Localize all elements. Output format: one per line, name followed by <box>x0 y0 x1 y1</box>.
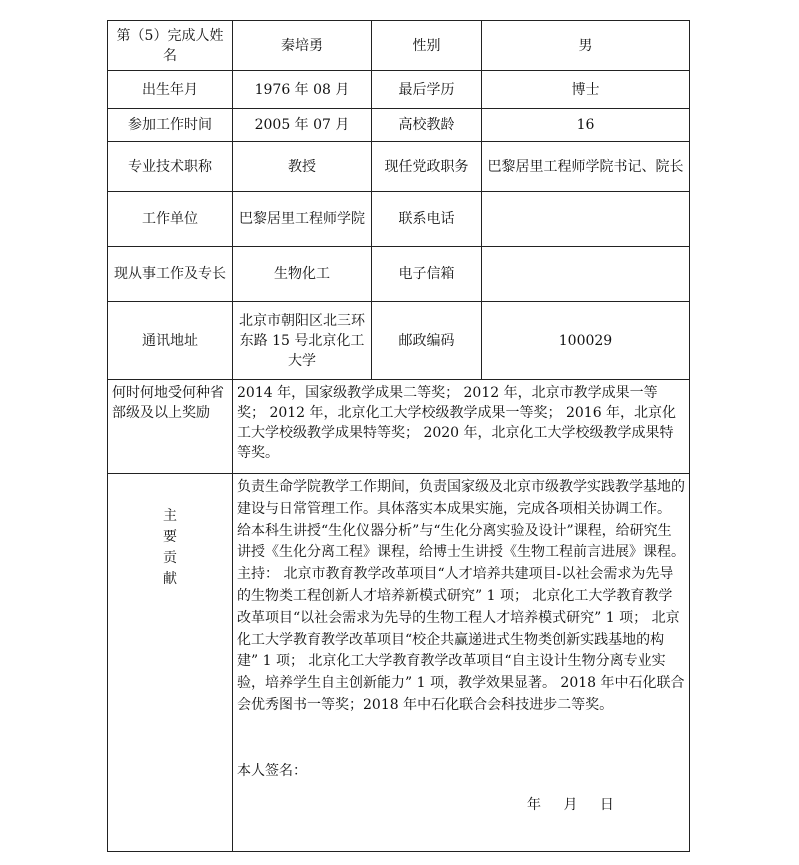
table-row <box>108 142 690 192</box>
info-form-table <box>107 20 690 852</box>
work-start-label: 参加工作时间 <box>108 109 233 142</box>
table-row <box>108 71 690 109</box>
name-label: 第（5）完成人姓名 <box>108 21 233 71</box>
awards-value: 2014 年，国家级教学成果二等奖； 2012 年，北京市教学成果一等奖； 2012 年，北京化工大学校级教学成果一等奖； 2016 年，北京化工大学校级教学成果特等奖； 2020 年，北京化工大学校级教学成果特等奖。 <box>233 380 690 474</box>
table-row <box>108 109 690 142</box>
awards-label: 何时何地受何种省部级及以上奖励 <box>108 380 233 474</box>
table-row <box>108 247 690 302</box>
title-value: 教授 <box>233 142 372 192</box>
birth-value: 1976 年 08 月 <box>233 71 372 109</box>
teaching-years-value: 16 <box>482 109 690 142</box>
gender-label: 性别 <box>372 21 482 71</box>
party-post-value: 巴黎居里工程师学院书记、院长 <box>482 142 690 192</box>
postcode-value: 100029 <box>482 302 690 380</box>
teaching-years-label: 高校教龄 <box>372 109 482 142</box>
title-label: 专业技术职称 <box>108 142 233 192</box>
name-value: 秦培勇 <box>233 21 372 71</box>
date-label: 年 月 日 <box>527 796 614 813</box>
phone-label: 联系电话 <box>372 192 482 247</box>
address-label: 通讯地址 <box>108 302 233 380</box>
email-label: 电子信箱 <box>372 247 482 302</box>
gender-value: 男 <box>482 21 690 71</box>
specialty-label: 现从事工作及专长 <box>108 247 233 302</box>
education-value: 博士 <box>482 71 690 109</box>
postcode-label: 邮政编码 <box>372 302 482 380</box>
table-row <box>108 302 690 380</box>
table-row <box>108 380 690 474</box>
unit-value: 巴黎居里工程师学院 <box>233 192 372 247</box>
party-post-label: 现任党政职务 <box>372 142 482 192</box>
address-value: 北京市朝阳区北三环东路 15 号北京化工大学 <box>233 302 372 380</box>
contribution-label-char: 要 <box>163 529 177 545</box>
birth-label: 出生年月 <box>108 71 233 109</box>
education-label: 最后学历 <box>372 71 482 109</box>
table-row <box>108 474 690 852</box>
unit-label: 工作单位 <box>108 192 233 247</box>
contribution-label-char: 贡 <box>163 550 177 566</box>
email-value <box>482 247 690 302</box>
work-start-value: 2005 年 07 月 <box>233 109 372 142</box>
contribution-cell <box>233 474 690 852</box>
phone-value <box>482 192 690 247</box>
contribution-label-char: 献 <box>163 571 177 587</box>
specialty-value: 生物化工 <box>233 247 372 302</box>
contribution-label <box>108 474 233 852</box>
contribution-text: 负责生命学院教学工作期间，负责国家级及北京市级教学实践教学基地的建设与日常管理工作。具体落实本成果实施，完成各项相关协调工作。 给本科生讲授“生化仪器分析”与“生化分离实验及设计”课程，给研究生讲授《生化分离工程》课程，给博士生讲授《生物工程前言进展》课程。主持： 北京市教育教学改革项目“人才培养共建项目-以社会需求为先导的生物类工程创新人才培养新模式研究” 1 项； 北京化工大学教育教学改革项目“以社会需求为先导的生物工程人才培养模式研究” 1 项； 北京化工大学教育教学改革项目“校企共赢递进式生物类创新实践基地的构建” 1 项； 北京化工大学教育教学改革项目“自主设计生物分离专业实验，培养学生自主创新能力” 1 项，教学效果显著。 2018 年中石化联合会优秀图书一等奖；2018 年中石化联合会科技进步二等奖。 <box>237 479 685 713</box>
table-row <box>108 21 690 71</box>
signature-label: 本人签名： <box>237 762 307 779</box>
contribution-label-char: 主 <box>163 508 177 524</box>
table-row <box>108 192 690 247</box>
